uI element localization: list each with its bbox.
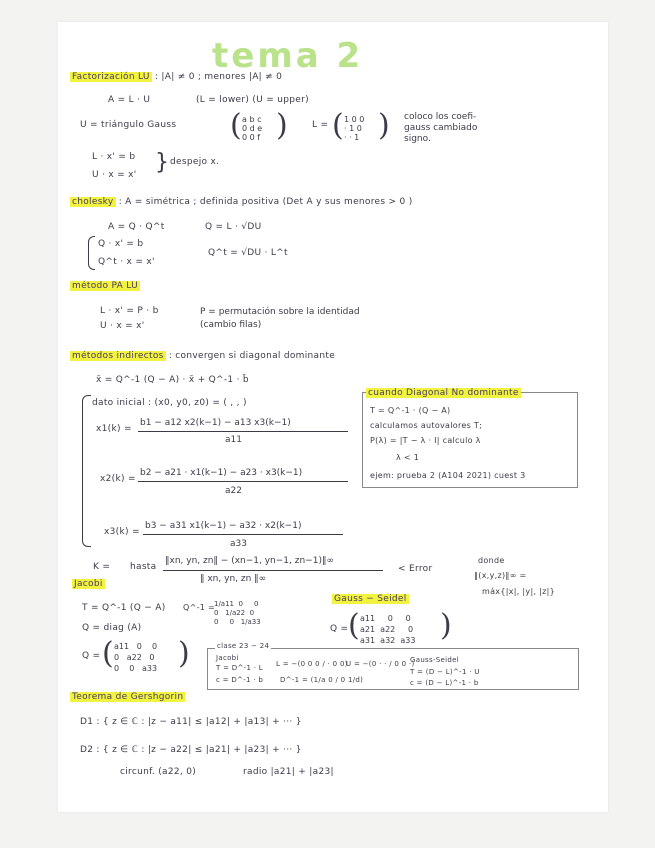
x2-lhs: x2(k) = xyxy=(100,474,136,484)
palu-heading: método PA LU xyxy=(72,281,139,291)
gauss-seidel-q-matrix: a11 0 0 a21 a22 0 a31 a32 a33 xyxy=(360,614,416,645)
clase-label: clase 23 − 24 xyxy=(217,642,270,650)
clase-u-definition: U = −(0 · · / 0 0 ·) xyxy=(346,660,415,668)
x1-denominator: a11 xyxy=(225,435,242,445)
x2-fraction-bar xyxy=(138,481,348,482)
non-dominant-line-4: λ < 1 xyxy=(396,453,420,462)
jacobi-q-matrix: a11 0 0 0 a22 0 0 0 a33 xyxy=(114,642,158,673)
lu-formula: A = L · U xyxy=(108,95,151,105)
u-matrix-right-paren: ) xyxy=(276,108,288,143)
clase-gs-heading: Gauss-Seidel xyxy=(410,656,459,664)
jacobi-q-left-paren: ( xyxy=(102,636,114,671)
gershgorin-center: circunf. (a22, 0) xyxy=(120,767,197,777)
non-dominant-line-5: ejem: prueba 2 (A104 2021) cuest 3 xyxy=(370,471,526,480)
indirect-heading-rest: : convergen si diagonal dominante xyxy=(168,351,336,361)
jacobi-q-diag: Q = diag (A) xyxy=(82,623,142,633)
jacobi-q-right-paren: ) xyxy=(178,636,190,671)
l-matrix-left-paren: ( xyxy=(332,108,344,143)
non-dominant-line-3: P(λ) = |T − λ · I| calculo λ xyxy=(370,436,481,445)
jacobi-heading: Jacobi xyxy=(74,579,103,589)
cholesky-formula-1: A = Q · Q^t xyxy=(108,222,165,232)
cholesky-formula-3: Q^t = √DU · L^t xyxy=(208,248,288,258)
indirect-system-brace xyxy=(82,395,91,547)
lu-legend: (L = lower) (U = upper) xyxy=(196,95,309,105)
lu-heading-rest: : |A| ≠ 0 ; menores |A| ≠ 0 xyxy=(154,72,283,82)
k-lhs: K = xyxy=(93,562,111,572)
page-title: tema 2 xyxy=(212,36,364,76)
x2-numerator: b2 − a21 · x1(k−1) − a23 · x3(k−1) xyxy=(140,468,303,478)
indirect-heading: métodos indirectos xyxy=(72,351,164,361)
cholesky-heading-rest: : A = simétrica ; definida positiva (Det A y sus menores > 0 ) xyxy=(118,197,413,207)
x3-denominator: a33 xyxy=(230,539,247,549)
norm-definition: ‖(x,y,z)‖∞ = xyxy=(474,571,527,580)
k-error: < Error xyxy=(398,564,433,574)
clase-gs-t: T = (D − L)^-1 · U xyxy=(410,668,480,676)
clase-l-definition: L = −(0 0 0 / · 0 0) xyxy=(276,660,348,668)
cholesky-system-brace xyxy=(88,236,95,270)
clase-jacobi-c: c = D^-1 · b xyxy=(216,676,264,684)
palu-system-2: U · x = x' xyxy=(100,321,145,331)
gershgorin-heading-wrap xyxy=(70,692,185,702)
gauss-seidel-q-right-paren: ) xyxy=(440,608,452,643)
jacobi-t: T = Q^-1 (Q − A) xyxy=(82,603,166,613)
jacobi-qinv-label: Q^-1 = xyxy=(183,603,216,612)
non-dominant-title-wrap xyxy=(366,388,521,398)
non-dominant-line-1: T = Q^-1 · (Q − A) xyxy=(370,406,451,415)
cholesky-formula-2: Q = L · √DU xyxy=(205,222,262,232)
gershgorin-d2: D2 : { z ∈ ℂ : |z − a22| ≤ |a21| + |a23| + ··· } xyxy=(80,745,302,755)
indirect-heading-line xyxy=(70,351,335,361)
non-dominant-line-2: calculamos autovalores T; xyxy=(370,421,483,430)
k-prefix: hasta xyxy=(130,562,157,572)
non-dominant-title: cuando Diagonal No dominante xyxy=(368,388,519,398)
lu-system-note: despejo x. xyxy=(170,157,220,167)
l-matrix: 1 0 0 · 1 0 · · 1 xyxy=(344,115,365,142)
jacobi-q-label: Q = xyxy=(82,651,101,661)
palu-note: P = permutación sobre la identidad (cambio filas) xyxy=(200,307,360,330)
cholesky-system-1: Q · x' = b xyxy=(98,239,144,249)
cholesky-system-2: Q^t · x = x' xyxy=(98,257,155,267)
palu-heading-line xyxy=(70,281,140,291)
lu-l-label: L = xyxy=(312,120,329,130)
lu-system-1: L · x' = b xyxy=(92,152,136,162)
initial-data: dato inicial : (x0, y0, z0) = ( , , ) xyxy=(92,398,247,408)
gershgorin-radius: radio |a21| + |a23| xyxy=(243,767,334,777)
lu-system-brace: } xyxy=(155,150,170,175)
cholesky-heading: cholesky xyxy=(72,197,114,207)
gauss-seidel-q-left-paren: ( xyxy=(348,608,360,643)
lu-heading: Factorización LU xyxy=(72,72,150,82)
x1-numerator: b1 − a12 x2(k−1) − a13 x3(k−1) xyxy=(140,418,291,428)
gauss-seidel-heading: Gauss − Seidel xyxy=(334,594,407,604)
clase-dinv: D^-1 = (1/a 0 / 0 1/d) xyxy=(280,676,364,684)
jacobi-heading-wrap xyxy=(72,579,105,589)
k-denominator: ‖ xn, yn, zn ‖∞ xyxy=(200,574,267,584)
gauss-seidel-q-label: Q = xyxy=(330,624,349,634)
x3-fraction-bar xyxy=(143,534,343,535)
cholesky-heading-line xyxy=(70,197,413,207)
x2-denominator: a22 xyxy=(225,486,242,496)
clase-jacobi-heading: Jacobi xyxy=(216,654,239,662)
k-numerator: ‖xn, yn, zn‖ − (xn−1, yn−1, zn−1)‖∞ xyxy=(165,556,334,566)
k-fraction-bar xyxy=(163,570,383,571)
l-matrix-right-paren: ) xyxy=(378,108,390,143)
gershgorin-heading: Teorema de Gershgorin xyxy=(72,692,184,702)
x1-lhs: x1(k) = xyxy=(96,424,132,434)
clase-jacobi-t: T = D^-1 · L xyxy=(216,664,264,672)
lu-u-label: U = triángulo Gauss xyxy=(80,120,177,130)
clase-gs-c: c = (D − L)^-1 · b xyxy=(410,679,479,687)
u-matrix-left-paren: ( xyxy=(230,108,242,143)
lu-system-2: U · x = x' xyxy=(92,170,137,180)
x1-fraction-bar xyxy=(138,431,348,432)
x3-lhs: x3(k) = xyxy=(104,527,140,537)
gauss-seidel-heading-wrap xyxy=(332,594,409,604)
lu-l-note: coloco los coefi- gauss cambiado signo. xyxy=(404,112,478,144)
indirect-formula: x̄ = Q^-1 (Q − A) · x̄ + Q^-1 · b̄ xyxy=(96,375,249,385)
palu-system-1: L · x' = P · b xyxy=(100,306,159,316)
jacobi-qinv-matrix: 1/a11 0 0 0 1/a22 0 0 0 1/a33 xyxy=(214,600,261,626)
norm-max: máx{|x|, |y|, |z|} xyxy=(482,587,556,596)
gershgorin-d1: D1 : { z ∈ ℂ : |z − a11| ≤ |a12| + |a13| + ··· } xyxy=(80,717,302,727)
x3-numerator: b3 − a31 x1(k−1) − a32 · x2(k−1) xyxy=(145,521,302,531)
u-matrix: a b c 0 d e 0 0 f xyxy=(242,115,263,142)
donde-label: donde xyxy=(478,556,505,565)
lu-heading-line xyxy=(70,72,282,82)
